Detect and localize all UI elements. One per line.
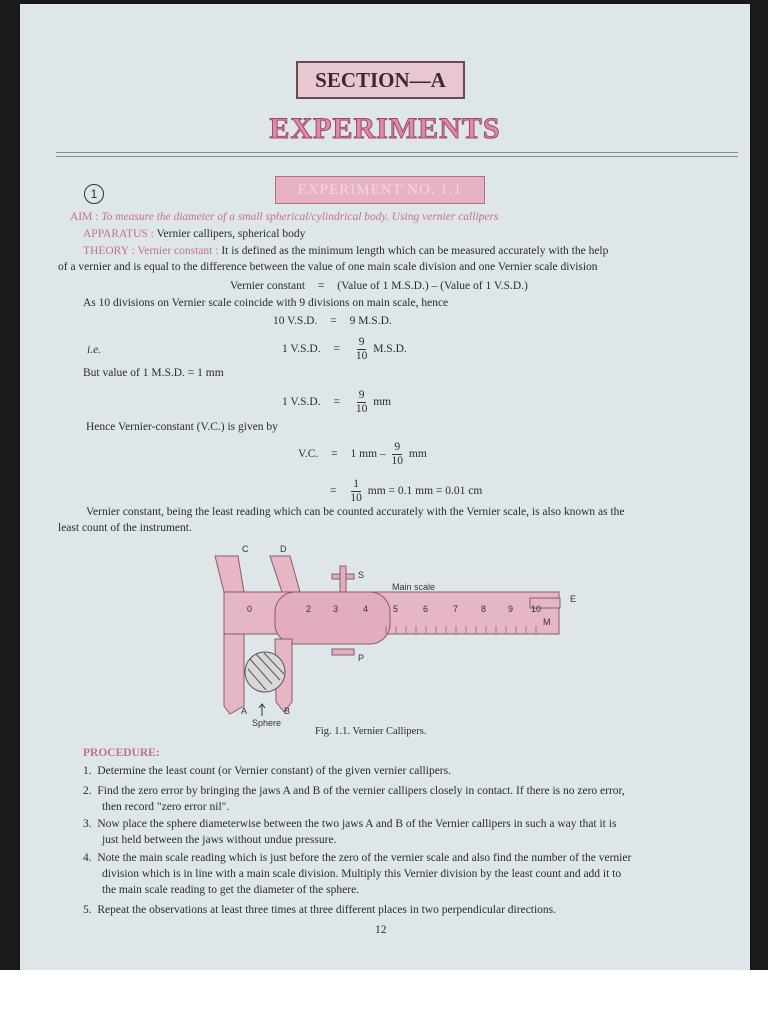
experiments-title: EXPERIMENTS bbox=[269, 112, 501, 145]
equation-1vsd-msd bbox=[282, 336, 407, 363]
eq4-fraction: $\frac{9}{10}$ bbox=[355, 389, 368, 415]
tick-8: 8 bbox=[481, 604, 487, 614]
eq1-rhs: (Value of 1 M.S.D.) – (Value of 1 V.S.D.) bbox=[337, 280, 528, 292]
procedure-heading: PROCEDURE: bbox=[83, 747, 160, 759]
tick-4: 4 bbox=[363, 604, 369, 614]
eq2-equals: = bbox=[330, 315, 337, 327]
eq1-lhs: Vernier constant bbox=[230, 280, 306, 292]
vernier-slider bbox=[275, 592, 390, 644]
eq2-lhs: 10 V.S.D. bbox=[273, 315, 318, 327]
figure-caption-text: Fig. 1.1. Vernier Callipers. bbox=[315, 726, 427, 737]
equation-vc-result bbox=[330, 478, 482, 505]
eq3-equals: = bbox=[333, 343, 340, 356]
tick-0: 0 bbox=[247, 604, 253, 614]
theory-line-1 bbox=[83, 245, 608, 257]
eq1-equals: = bbox=[317, 280, 325, 292]
eq5-pre: 1 mm – bbox=[350, 448, 386, 461]
handwritten-marker: 1 bbox=[84, 184, 104, 204]
step-2-cont: then record "zero error nil". bbox=[102, 801, 230, 813]
theory-label: THEORY : bbox=[83, 245, 135, 257]
background-surface bbox=[0, 970, 768, 1024]
jaw-d bbox=[270, 556, 300, 592]
aim-label: AIM : bbox=[70, 211, 99, 223]
label-a: A bbox=[241, 706, 248, 716]
eq6-tail: mm = 0.1 mm = 0.01 cm bbox=[367, 485, 483, 498]
label-sphere: Sphere bbox=[252, 718, 282, 728]
divider-line-2 bbox=[56, 156, 738, 157]
step-4: 4. Note the main scale reading which is just before the zero of the vernier scale and also find the number of the vernier bbox=[83, 852, 632, 864]
jaw-a bbox=[224, 634, 244, 714]
theory-line-2: of a vernier and is equal to the difference between the value of one main scale division and one Vernier scale division bbox=[58, 261, 598, 273]
step-1: 1. Determine the least count (or Vernier constant) of the given vernier callipers. bbox=[83, 765, 451, 777]
apparatus-label: APPARATUS : bbox=[83, 228, 154, 240]
tick-7: 7 bbox=[453, 604, 459, 614]
equation-10vsd bbox=[273, 315, 392, 327]
page-number: 12 bbox=[375, 924, 387, 936]
ie-label: i.e. bbox=[87, 344, 102, 356]
label-b: B bbox=[284, 706, 291, 716]
eq3-lhs: 1 V.S.D. bbox=[282, 343, 321, 356]
eq4-equals: = bbox=[333, 396, 340, 409]
aim-line bbox=[70, 211, 498, 223]
step-5: 5. Repeat the observations at least three times at three different places in two perpendicular directions. bbox=[83, 904, 557, 916]
apparatus-line bbox=[83, 228, 305, 240]
eq6-equals: = bbox=[330, 485, 337, 498]
aim-text: To measure the diameter of a small spherical/cylindrical body. Using vernier callipers bbox=[101, 211, 499, 223]
label-p: P bbox=[358, 653, 365, 663]
screw-p bbox=[332, 649, 354, 655]
equation-vc bbox=[298, 441, 427, 468]
theory-text-1: It is defined as the minimum length which can be measured accurately with the help bbox=[221, 245, 609, 257]
as-ten-divisions: As 10 divisions on Vernier scale coincide with 9 divisions on main scale, hence bbox=[83, 297, 449, 309]
eq4-lhs: 1 V.S.D. bbox=[282, 396, 321, 409]
experiment-number-badge: EXPERIMENT NO. 1.1 bbox=[275, 176, 485, 204]
figure-caption bbox=[315, 726, 427, 737]
apparatus-text: Vernier callipers, spherical body bbox=[156, 228, 306, 240]
step-3: 3. Now place the sphere diameterwise between the two jaws A and B of the Vernier callipers in such a way that it is bbox=[83, 818, 617, 830]
label-m: M bbox=[543, 617, 551, 627]
equation-1vsd-mm bbox=[282, 389, 391, 416]
divider-line bbox=[56, 152, 738, 153]
eq5-lhs: V.C. bbox=[298, 448, 319, 461]
tick-3: 3 bbox=[333, 604, 339, 614]
theory-sub-label: Vernier constant : bbox=[137, 245, 219, 257]
eq6-fraction: $\frac{1}{10}$ bbox=[350, 478, 362, 504]
label-e: E bbox=[570, 594, 577, 604]
vernier-constant-para-1: Vernier constant, being the least reading which can be counted accurately with the Vernier scale, is also known as the bbox=[86, 506, 625, 518]
label-c: C bbox=[242, 544, 249, 554]
equation-vernier-constant bbox=[230, 280, 528, 292]
sphere-arrow bbox=[259, 704, 265, 716]
eq5-unit: mm bbox=[408, 448, 427, 461]
eq4-unit: mm bbox=[373, 396, 392, 409]
vernier-callipers-diagram bbox=[200, 534, 580, 734]
hence-line: Hence Vernier-constant (V.C.) is given by bbox=[86, 421, 278, 433]
tick-2: 2 bbox=[306, 604, 312, 614]
but-value-line: But value of 1 M.S.D. = 1 mm bbox=[83, 367, 224, 379]
label-main-scale: Main scale bbox=[392, 582, 436, 592]
label-d: D bbox=[280, 544, 287, 554]
eq5-equals: = bbox=[331, 448, 338, 461]
screw-s bbox=[340, 566, 346, 592]
vernier-constant-para-2: least count of the instrument. bbox=[58, 522, 192, 534]
eq3-fraction: $\frac{9}{10}$ bbox=[355, 336, 368, 362]
label-s: S bbox=[358, 570, 365, 580]
eq5-fraction: $\frac{9}{10}$ bbox=[391, 441, 404, 467]
tick-10: 10 bbox=[531, 604, 542, 614]
jaw-c bbox=[215, 556, 244, 592]
section-heading: SECTION—A bbox=[296, 61, 465, 99]
tick-5: 5 bbox=[393, 604, 399, 614]
textbook-page bbox=[20, 4, 750, 970]
tick-6: 6 bbox=[423, 604, 429, 614]
eq2-rhs: 9 M.S.D. bbox=[349, 315, 392, 327]
eq3-unit: M.S.D. bbox=[373, 343, 407, 356]
step-4-cont-1: division which is in line with a main scale division. Multiply this Vernier division by the least count and add it to bbox=[102, 868, 622, 880]
tick-9: 9 bbox=[508, 604, 514, 614]
step-3-cont: just held between the jaws without undue pressure. bbox=[102, 834, 337, 846]
step-4-cont-2: the main scale reading to get the diameter of the sphere. bbox=[102, 884, 360, 896]
step-2: 2. Find the zero error by bringing the jaws A and B of the vernier callipers closely in contact. If there is no zero error, bbox=[83, 785, 625, 797]
